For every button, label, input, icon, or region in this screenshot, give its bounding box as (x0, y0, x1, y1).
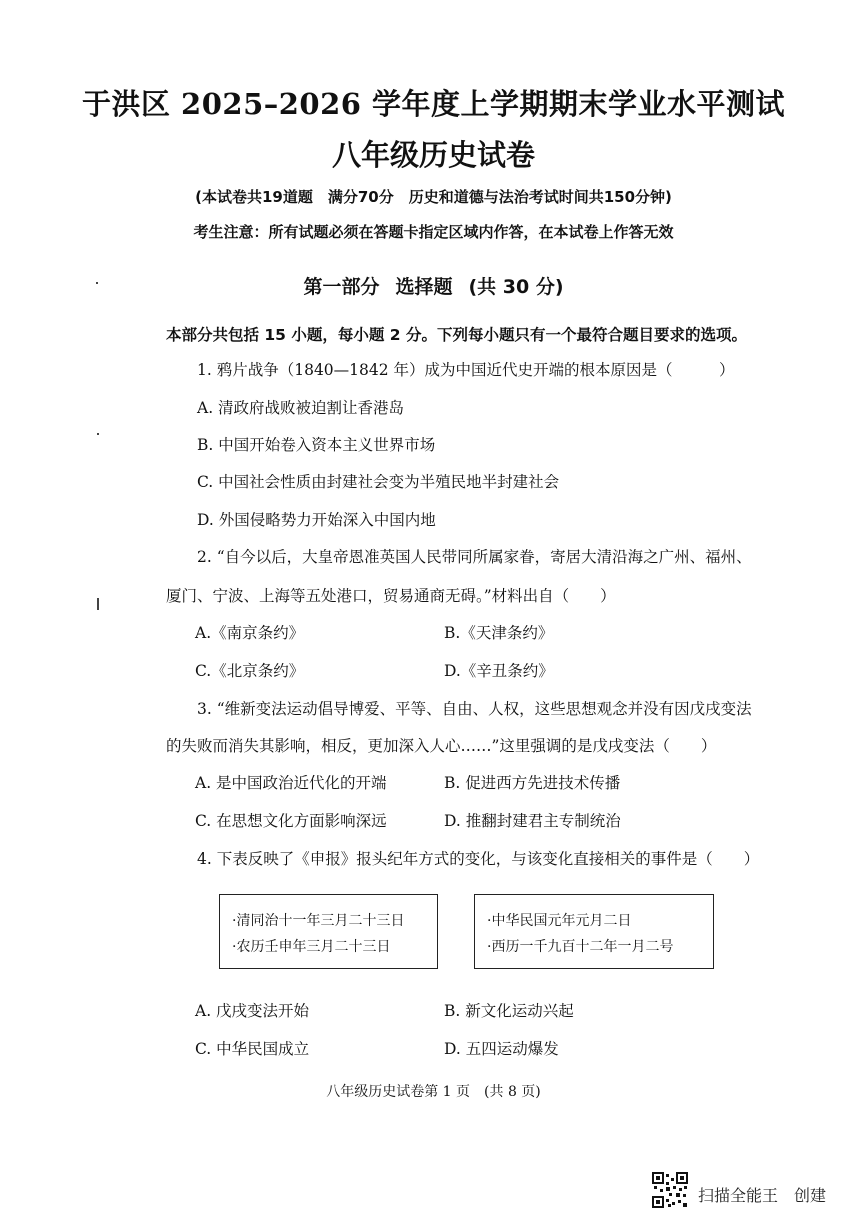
question-1-option-a: A. 清政府战败被迫割让香港岛 (197, 399, 405, 417)
date-box-after-line1: ·中华民国元年元月二日 (487, 913, 632, 929)
date-box-before-line1: ·清同治十一年三月二十三日 (232, 913, 405, 929)
question-2-stem-line2: 厦门、宁波、上海等五处港口，贸易通商无碍。”材料出自（ ） (166, 587, 616, 605)
exam-meta: (本试卷共19道题 满分70分 历史和道德与法治考试时间共150分钟) (195, 188, 672, 206)
section-intro: 本部分共包括 15 小题，每小题 2 分。下列每小题只有一个最符合题目要求的选项。 (166, 326, 747, 344)
question-2-option-d: D.《辛丑条约》 (444, 662, 554, 680)
question-2-stem-line1: 2. “自今以后，大皇帝恩准英国人民带同所属家眷，寄居大清沿海之广州、福州、 (197, 548, 752, 566)
section-heading (0, 272, 867, 299)
question-1-stem: 1. 鸦片战争（1840—1842 年）成为中国近代史开端的根本原因是（ ） (197, 361, 735, 379)
section-name: 选择题 (395, 276, 453, 298)
question-2-option-c: C.《北京条约》 (195, 662, 305, 680)
scanner-watermark-text: 扫描全能王 创建 (698, 1186, 827, 1205)
question-3-stem-line2: 的失败而消失其影响，相反，更加深入人心……”这里强调的是戊戌变法（ ） (166, 737, 717, 755)
question-3-option-b: B. 促进西方先进技术传播 (444, 774, 621, 792)
question-1-option-c: C. 中国社会性质由封建社会变为半殖民地半封建社会 (197, 473, 560, 491)
question-2-option-b: B.《天津条约》 (444, 624, 554, 642)
question-2-option-a: A.《南京条约》 (195, 624, 305, 642)
question-3-option-a: A. 是中国政治近代化的开端 (195, 774, 387, 792)
question-1-option-d: D. 外国侵略势力开始深入中国内地 (197, 511, 436, 529)
newspaper-date-box-before (219, 894, 438, 969)
question-4-option-b: B. 新文化运动兴起 (444, 1002, 574, 1020)
section-part: 第一部分 (303, 276, 380, 298)
exam-title-line2: 八年级历史试卷 (331, 138, 535, 172)
question-3-option-d: D. 推翻封建君主专制统治 (444, 812, 621, 830)
question-4-option-c: C. 中华民国成立 (195, 1040, 310, 1058)
question-4-option-d: D. 五四运动爆发 (444, 1040, 559, 1058)
qr-code-icon (652, 1172, 688, 1208)
question-3-stem-line1: 3. “维新变法运动倡导博爱、平等、自由、人权，这些思想观念并没有因戊戌变法 (197, 700, 752, 718)
question-1-option-b: B. 中国开始卷入资本主义世界市场 (197, 436, 436, 454)
date-box-before-line2: ·农历壬申年三月二十三日 (232, 939, 391, 955)
question-4-option-a: A. 戊戌变法开始 (195, 1002, 310, 1020)
exam-notice: 考生注意：所有试题必须在答题卡指定区域内作答，在本试卷上作答无效 (193, 223, 674, 241)
scan-speck (97, 598, 99, 610)
page-footer: 八年级历史试卷第 1 页 (共 8 页) (326, 1084, 541, 1100)
section-score: (共 30 分) (468, 276, 564, 298)
scan-speck (96, 282, 98, 284)
newspaper-date-box-after (474, 894, 714, 969)
exam-title-line1: 于洪区 2025–2026 学年度上学期期末学业水平测试 (81, 87, 786, 121)
question-3-option-c: C. 在思想文化方面影响深远 (195, 812, 387, 830)
question-4-stem: 4. 下表反映了《申报》报头纪年方式的变化，与该变化直接相关的事件是（ ） (197, 850, 760, 868)
date-box-after-line2: ·西历一千九百十二年一月二号 (487, 939, 674, 955)
scan-speck (97, 433, 99, 435)
